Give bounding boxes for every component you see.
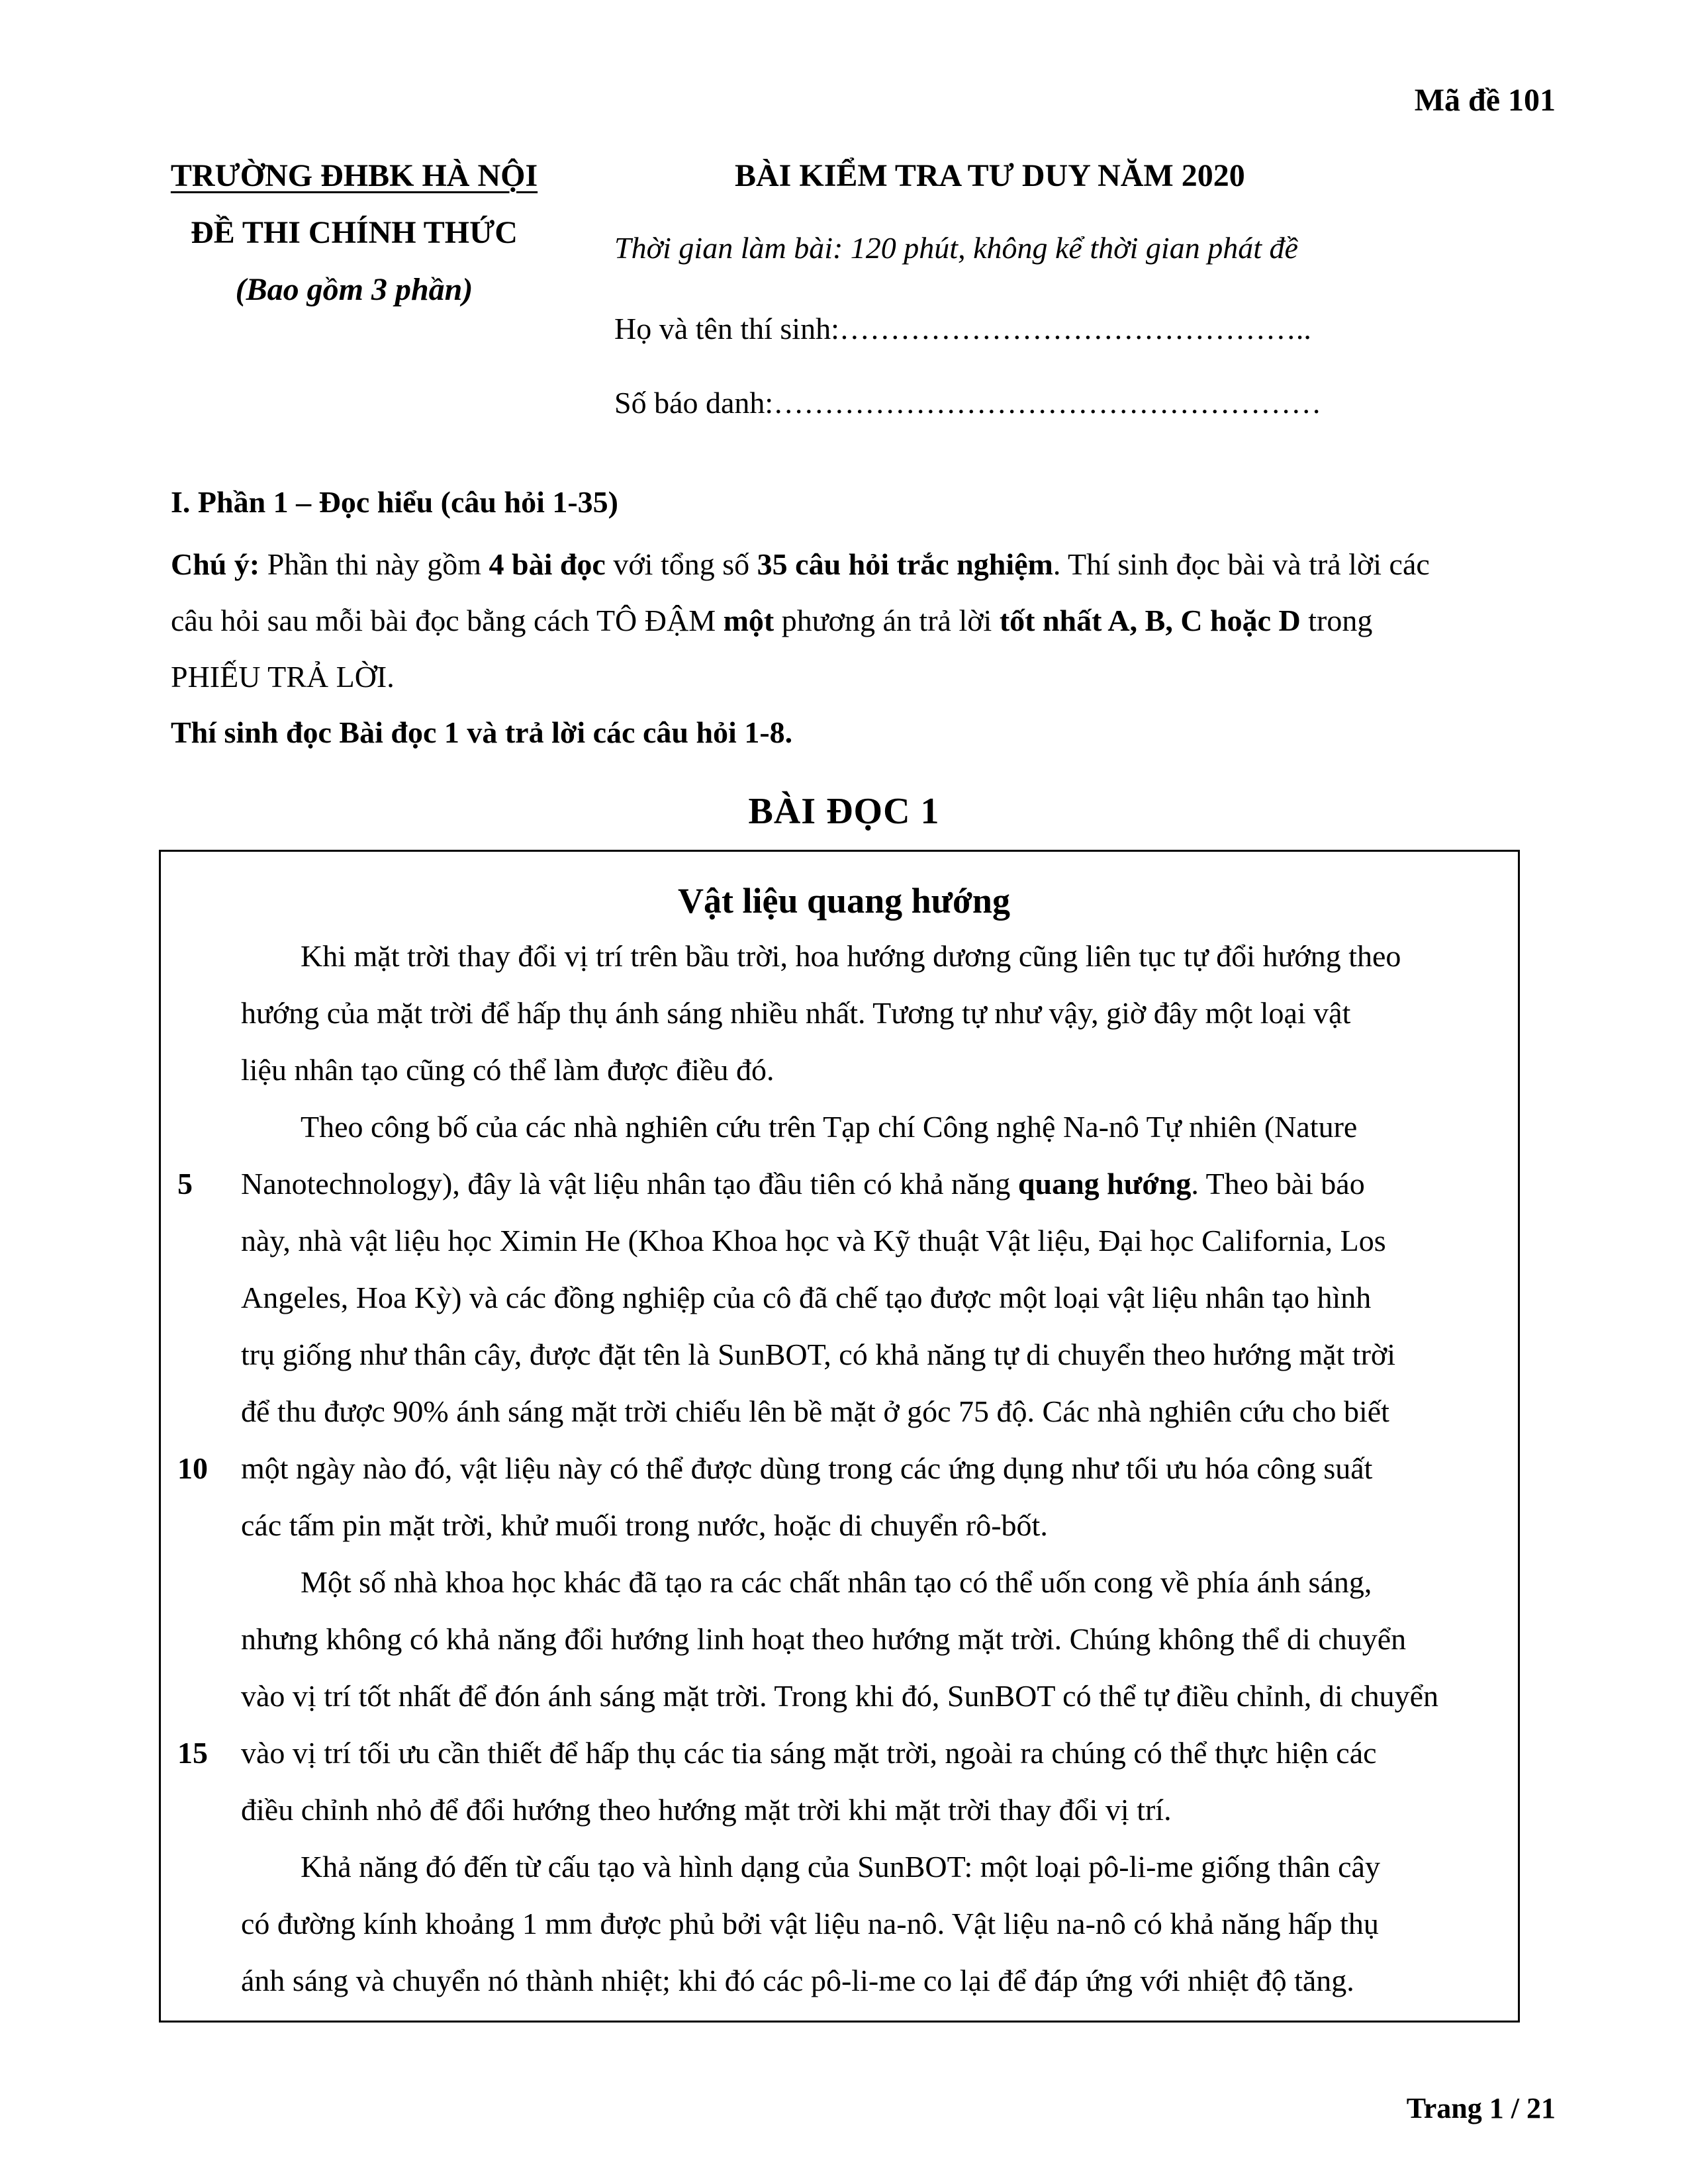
section-title: I. Phần 1 – Đọc hiểu (câu hỏi 1-35) [171,485,618,519]
line-number: 15 [177,1736,208,1770]
passage-line: có đường kính khoảng 1 mm được phủ bởi vật liệu na-nô. Vật liệu na-nô có khả năng hấp thụ [241,1907,1379,1940]
passage-line: trụ giống như thân cây, được đặt tên là SunBOT, có khả năng tự di chuyển theo hướng mặt trời [241,1338,1396,1371]
passage-line: hướng của mặt trời để hấp thụ ánh sáng nhiều nhất. Tương tự như vậy, giờ đây một loại vật [241,996,1351,1030]
note-emphasis: 4 bài đọc [489,547,606,581]
exam-title: BÀI KIỂM TRA TƯ DUY NĂM 2020 [735,158,1245,193]
page-number: Trang 1 / 21 [1406,2092,1556,2124]
note-text: với tổng số [605,547,757,581]
note-emphasis: tốt nhất A, B, C hoặc D [999,604,1301,637]
candidate-id-field: Số báo danh:……………………………………………… [614,386,1322,420]
note-text: trong [1300,604,1373,637]
passage-line: Khả năng đó đến từ cấu tạo và hình dạng của SunBOT: một loại pô-li-me giống thân cây [301,1850,1380,1884]
note-line-1 [171,549,1430,580]
passage-line: này, nhà vật liệu học Ximin He (Khoa Khoa học và Kỹ thuật Vật liệu, Đại học California, Los [241,1224,1386,1257]
reading-heading: BÀI ĐỌC 1 [748,791,940,832]
note-text: phương án trả lời [774,604,1000,637]
note-emphasis: 35 câu hỏi trắc nghiệm [757,547,1053,581]
official-label: ĐỀ THI CHÍNH THỨC [191,215,518,250]
line-number: 10 [177,1451,208,1485]
passage-line: các tấm pin mặt trời, khử muối trong nước, hoặc di chuyển rô-bốt. [241,1508,1048,1542]
key-term: quang hướng [1017,1167,1192,1201]
article-title: Vật liệu quang hướng [678,881,1010,921]
candidate-name-field: Họ và tên thí sinh:……………………………………….. [614,312,1311,345]
passage-line [241,1169,1365,1199]
note-emphasis: một [723,604,774,637]
passage-line: Theo công bố của các nhà nghiên cứu trên Tạp chí Công nghệ Na-nô Tự nhiên (Nature [301,1110,1358,1144]
note-text: . Thí sinh đọc bài và trả lời các [1053,547,1430,581]
line-number: 5 [177,1167,193,1201]
passage-text: Nanotechnology), đây là vật liệu nhân tạo đầu tiên có khả năng [241,1167,1018,1201]
passage-line: điều chỉnh nhỏ để đổi hướng theo hướng mặt trời khi mặt trời thay đổi vị trí. [241,1793,1172,1827]
passage-line: vào vị trí tối ưu cần thiết để hấp thụ các tia sáng mặt trời, ngoài ra chúng có thể thực hiện các [241,1736,1377,1770]
passage-line: Angeles, Hoa Kỳ) và các đồng nghiệp của cô đã chế tạo được một loại vật liệu nhân tạo hình [241,1281,1372,1314]
passage-line: nhưng không có khả năng đổi hướng linh hoạt theo hướng mặt trời. Chúng không thể di chuyển [241,1622,1407,1656]
passage-line: Khi mặt trời thay đổi vị trí trên bầu trời, hoa hướng dương cũng liên tục tự đổi hướng theo [301,939,1401,973]
note-text: câu hỏi sau mỗi bài đọc bằng cách TÔ ĐẬM [171,604,724,637]
note-text: Phần thi này gồm [259,547,489,581]
passage-line: ánh sáng và chuyển nó thành nhiệt; khi đó các pô-li-me co lại để đáp ứng với nhiệt độ tăng. [241,1964,1354,1997]
passage-line: Một số nhà khoa học khác đã tạo ra các chất nhân tạo có thể uốn cong về phía ánh sáng, [301,1565,1372,1599]
passage-text: . Theo bài báo [1191,1167,1365,1201]
passage-line: liệu nhân tạo cũng có thể làm được điều đó. [241,1053,774,1087]
reading-instruction: Thí sinh đọc Bài đọc 1 và trả lời các câu hỏi 1-8. [171,715,793,749]
school-name: TRƯỜNG ĐHBK HÀ NỘI [170,158,538,193]
time-limit: Thời gian làm bài: 120 phút, không kể thời gian phát đề [614,231,1298,265]
passage-line: vào vị trí tốt nhất để đón ánh sáng mặt trời. Trong khi đó, SunBOT có thể tự điều chỉnh, di chuyển [241,1679,1439,1713]
parts-note: (Bao gồm 3 phần) [235,272,473,307]
passage-line: để thu được 90% ánh sáng mặt trời chiếu lên bề mặt ở góc 75 độ. Các nhà nghiên cứu cho biết [241,1394,1389,1428]
note-line-3: PHIẾU TRẢ LỜI. [171,660,395,694]
note-label: Chú ý: [171,547,260,581]
note-line-2 [171,606,1372,636]
exam-code: Mã đề 101 [1414,83,1556,118]
passage-line: một ngày nào đó, vật liệu này có thể được dùng trong các ứng dụng như tối ưu hóa công suất [241,1451,1373,1485]
